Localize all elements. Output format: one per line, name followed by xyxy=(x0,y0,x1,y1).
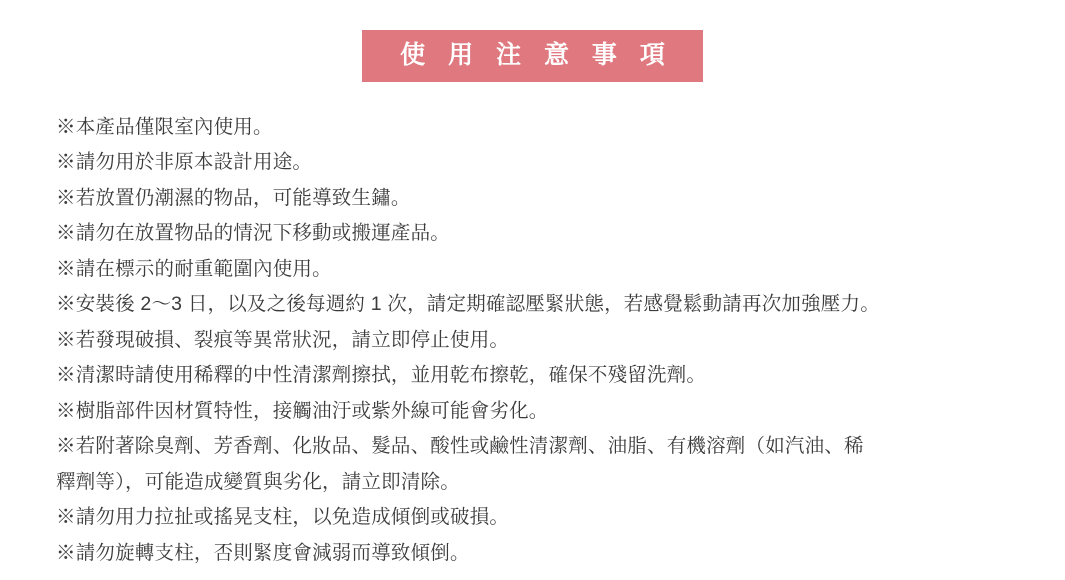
note-item: ※請在標示的耐重範圍內使用。 xyxy=(56,257,332,280)
note-item: ※請勿在放置物品的情況下移動或搬運產品。 xyxy=(56,222,451,245)
notes-list xyxy=(0,82,1065,571)
note-item: ※清潔時請使用稀釋的中性清潔劑擦拭，並用乾布擦乾，確保不殘留洗劑。 xyxy=(56,364,707,387)
page-title: 使 用 注 意 事 項 xyxy=(362,30,703,82)
note-item: ※請勿旋轉支柱，否則緊度會減弱而導致傾倒。 xyxy=(56,541,470,564)
note-item-continuation: 釋劑等），可能造成變質與劣化，請立即清除。 xyxy=(56,470,460,493)
note-item: ※請勿用於非原本設計用途。 xyxy=(56,151,313,174)
note-item: ※請勿用力拉扯或搖晃支柱，以免造成傾倒或破損。 xyxy=(56,506,510,529)
note-item: ※若發現破損、裂痕等異常狀況，請立即停止使用。 xyxy=(56,328,510,351)
note-item: ※若放置仍潮濕的物品，可能導致生鏽。 xyxy=(56,186,411,209)
note-item: ※本產品僅限室內使用。 xyxy=(56,116,273,138)
note-item: ※若附著除臭劑、芳香劑、化妝品、髮品、酸性或鹼性清潔劑、油脂、有機溶劑（如汽油、稀 xyxy=(56,435,864,458)
note-item: ※安裝後 2～3 日，以及之後每週約 1 次，請定期確認壓緊狀態，若感覺鬆動請再次加強壓力。 xyxy=(56,293,880,316)
title-container xyxy=(0,0,1065,82)
note-item: ※樹脂部件因材質特性，接觸油汙或紫外線可能會劣化。 xyxy=(56,399,549,422)
